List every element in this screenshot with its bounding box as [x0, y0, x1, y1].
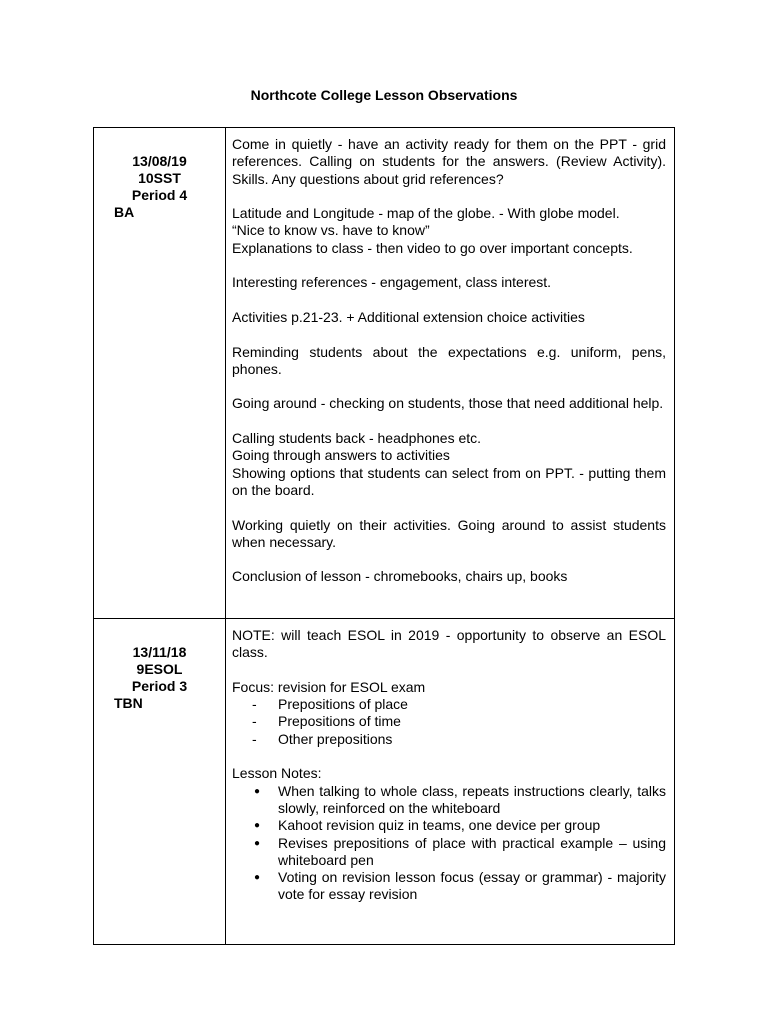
observation-line: Come in quietly - have an activity ready for them on the PPT - grid references. Calling on students for the answers. (Review Activity). Skills. Any questions about grid references?	[232, 136, 666, 187]
dash-bullet: -	[252, 696, 257, 713]
lesson-class: 10SST	[138, 170, 181, 186]
list-item-text: Revises prepositions of place with practical example – using whiteboard pen	[278, 834, 666, 868]
table-row	[94, 128, 675, 619]
table-row	[94, 619, 675, 945]
lesson-date: 13/08/19	[132, 153, 187, 169]
observation-line: Interesting references - engagement, class interest.	[232, 274, 552, 291]
lesson-notes-block	[232, 765, 666, 903]
list-item	[232, 835, 666, 870]
note-paragraph: NOTE: will teach ESOL in 2019 - opportunity to observe an ESOL class.	[232, 627, 666, 661]
lesson-notes	[226, 619, 675, 945]
lesson-meta	[94, 128, 226, 619]
list-item	[232, 731, 666, 748]
observation-line: Reminding students about the expectations e.g. uniform, pens, phones.	[232, 343, 666, 377]
list-item-text: Kahoot revision quiz in teams, one device per group	[278, 817, 601, 834]
lesson-notes-list	[232, 783, 666, 904]
list-item	[232, 817, 666, 834]
observation-block	[232, 430, 666, 499]
observation-block	[232, 517, 666, 552]
observation-block	[232, 309, 666, 326]
lesson-class: 9ESOL	[136, 661, 183, 677]
observation-block	[232, 136, 666, 188]
list-item	[232, 869, 666, 904]
list-item-text: Prepositions of place	[278, 696, 408, 713]
list-item-text: Other prepositions	[278, 730, 393, 747]
observation-line: “Nice to know vs. have to know”	[232, 222, 430, 239]
observation-block	[232, 568, 666, 585]
bullet-icon: ●	[254, 872, 261, 884]
focus-list	[232, 696, 666, 748]
observation-line: Explanations to class - then video to go over important concepts.	[232, 239, 633, 256]
dash-bullet: -	[252, 730, 257, 747]
lesson-meta	[94, 619, 226, 945]
observation-line: Latitude and Longitude - map of the globe. - With globe model.	[232, 205, 620, 222]
lesson-notes	[226, 128, 675, 619]
lesson-period: Period 4	[131, 187, 188, 203]
observation-line: Working quietly on their activities. Going around to assist students when necessary.	[232, 516, 666, 550]
lesson-notes-heading: Lesson Notes:	[232, 765, 322, 782]
bullet-icon: ●	[254, 785, 261, 797]
observation-block	[232, 274, 666, 291]
list-item-text: Voting on revision lesson focus (essay or grammar) - majority vote for essay revision	[278, 869, 666, 903]
observation-block	[232, 395, 666, 412]
bullet-icon: ●	[254, 837, 261, 849]
observation-line: Conclusion of lesson - chromebooks, chairs up, books	[232, 568, 568, 585]
lesson-observer: TBN	[114, 695, 143, 711]
observations-table	[93, 127, 675, 945]
focus-heading: Focus: revision for ESOL exam	[232, 678, 426, 695]
lesson-period: Period 3	[131, 678, 188, 694]
list-item-text: When talking to whole class, repeats instructions clearly, talks slowly, reinforced on the whiteboard	[278, 782, 666, 816]
list-item-text: Prepositions of time	[278, 713, 401, 730]
observation-line: Calling students back - headphones etc.	[232, 430, 482, 447]
observation-line: Going around - checking on students, those that need additional help.	[232, 395, 664, 412]
list-item	[232, 783, 666, 818]
observation-line: Activities p.21-23. + Additional extension choice activities	[232, 308, 585, 325]
lesson-observer: BA	[114, 204, 135, 220]
lesson-date: 13/11/18	[132, 644, 187, 660]
observation-line: Showing options that students can select from on PPT. - putting them on the board.	[232, 464, 666, 498]
page-title: Northcote College Lesson Observations	[250, 87, 518, 103]
focus-block	[232, 679, 666, 748]
list-item	[232, 696, 666, 713]
list-item	[232, 713, 666, 730]
observation-block	[232, 344, 666, 379]
dash-bullet: -	[252, 713, 257, 730]
observation-block	[232, 205, 666, 257]
bullet-icon: ●	[254, 820, 261, 832]
observation-line: Going through answers to activities	[232, 447, 450, 464]
